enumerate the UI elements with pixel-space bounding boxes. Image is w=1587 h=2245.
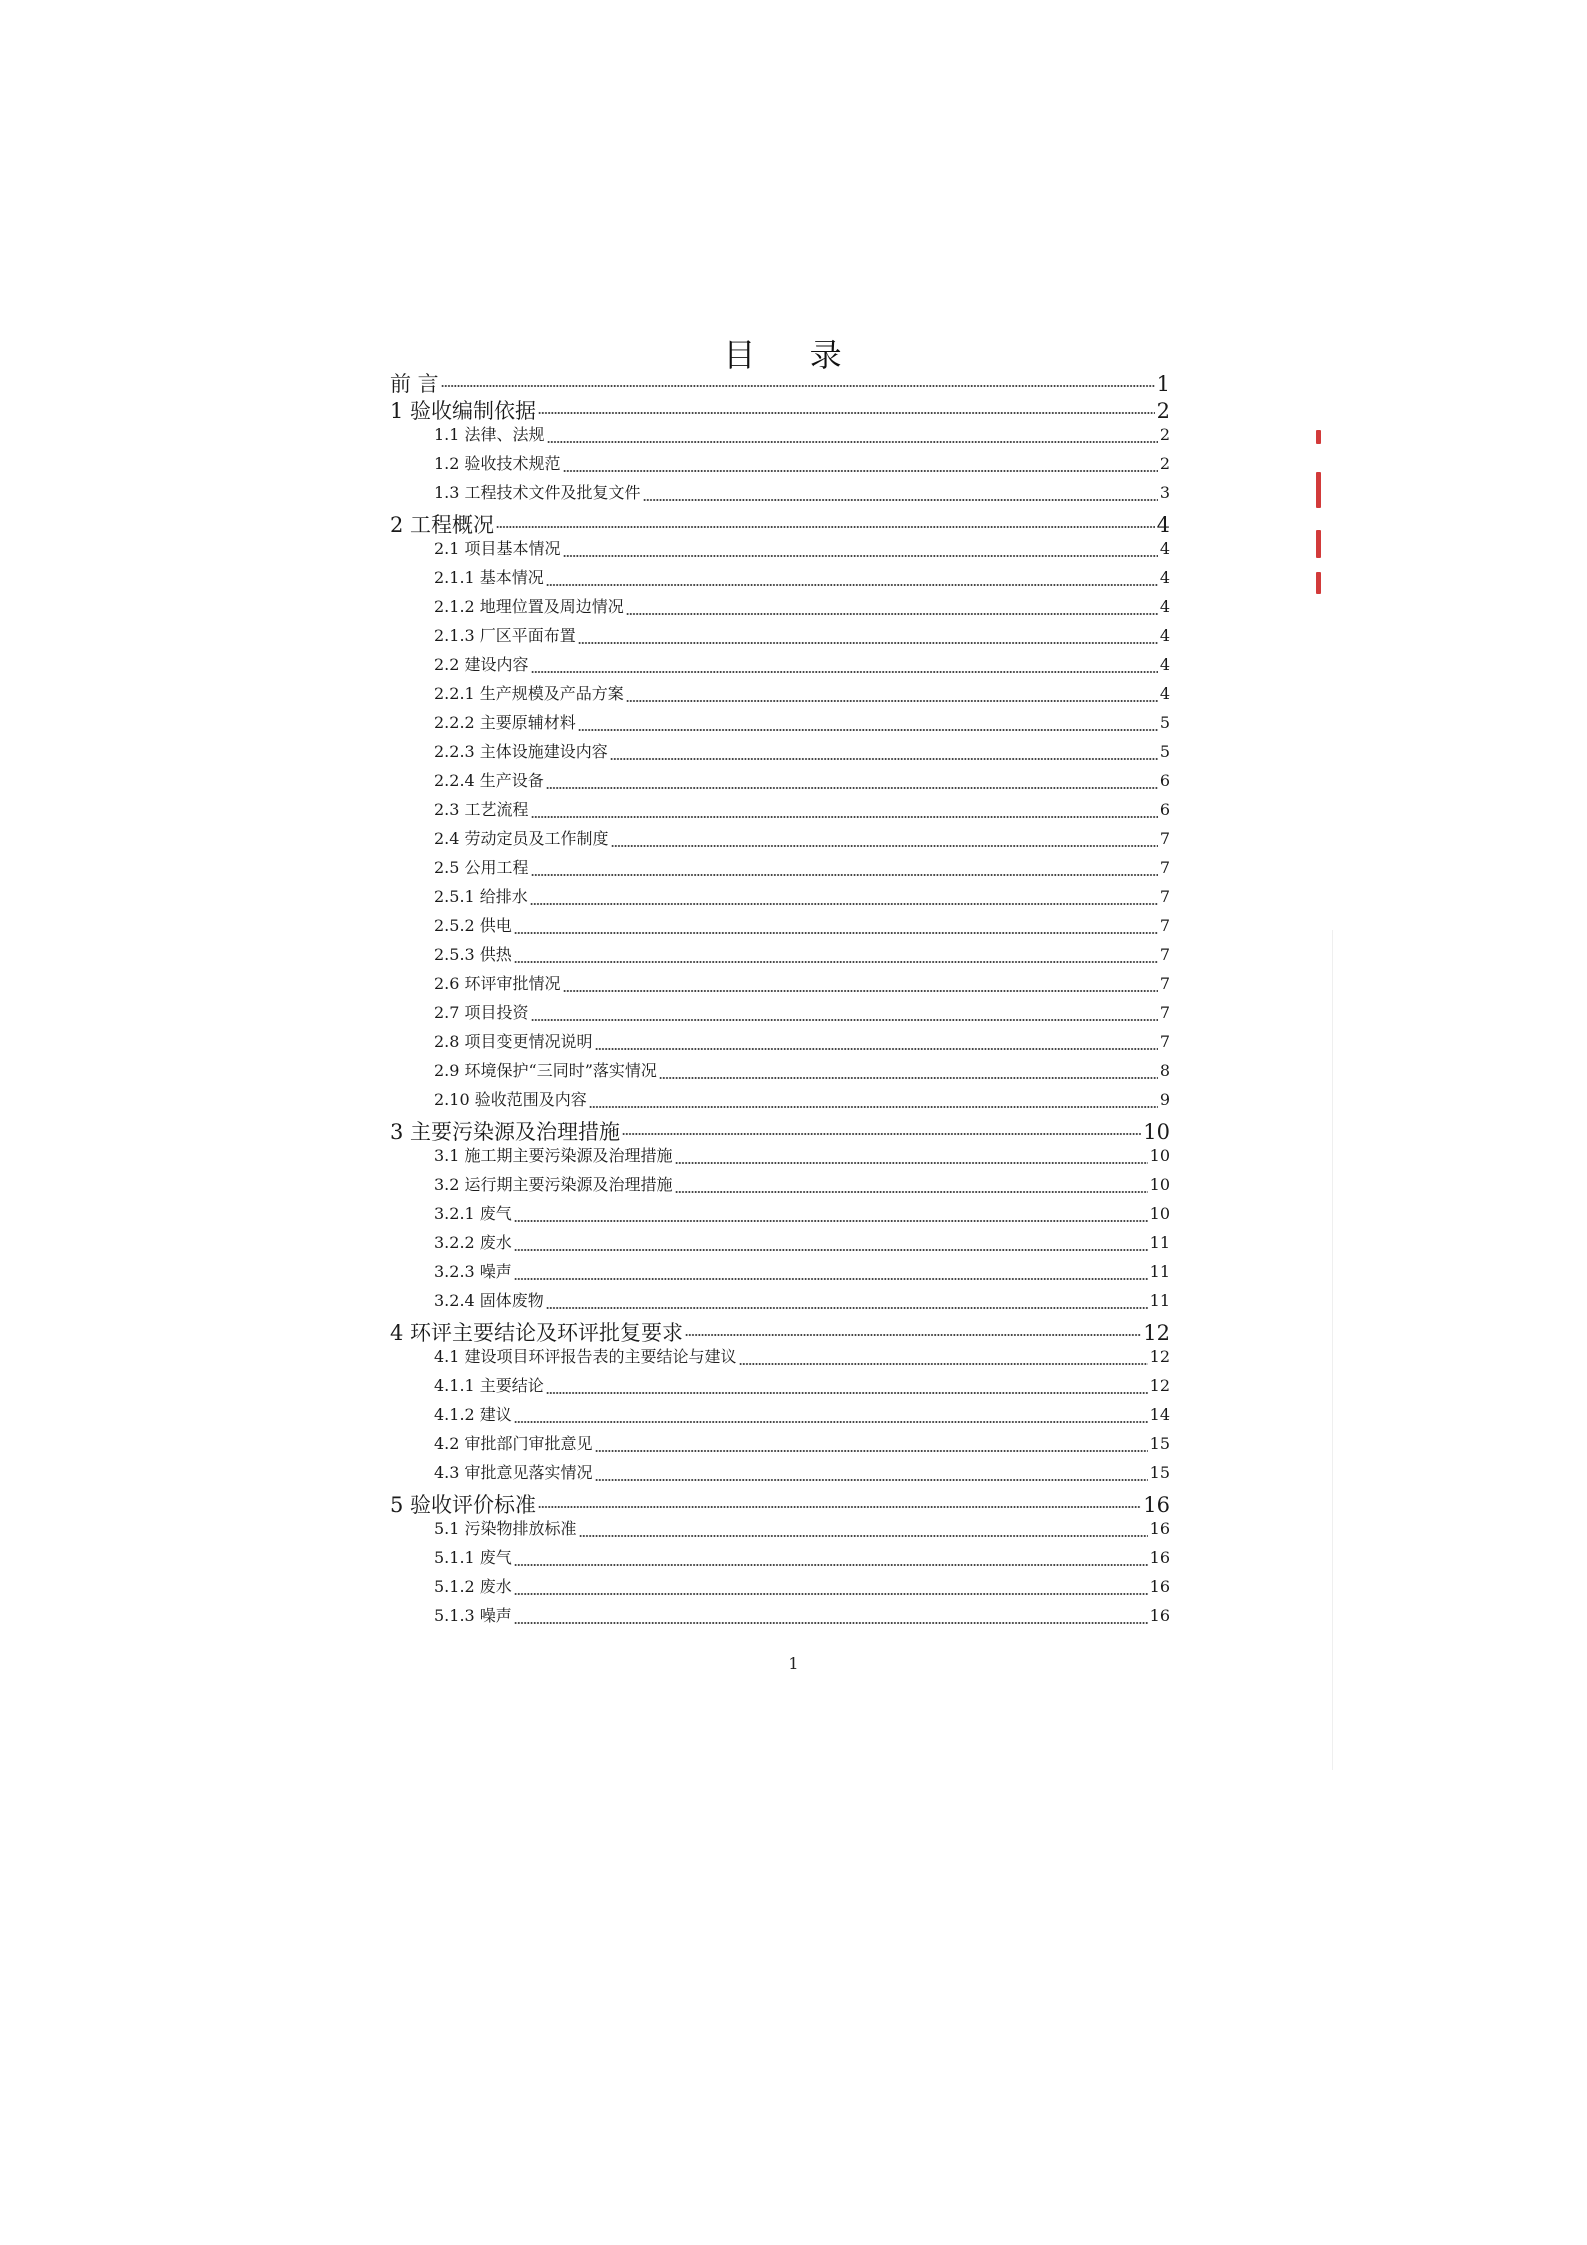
toc-dot-leader [546,1305,1148,1311]
toc-entry-label: 2.5.1 给排水 [434,887,528,906]
toc-dot-leader [675,1160,1148,1166]
toc-dot-leader [514,1247,1148,1253]
toc-entry-label: 5.1.1 废气 [434,1548,512,1567]
toc-entry[interactable] [390,1058,1170,1087]
toc-entry[interactable] [390,1373,1170,1402]
toc-entry-page: 7 [1159,945,1170,964]
toc-dot-leader [531,872,1158,878]
toc-dot-leader [514,1419,1148,1425]
toc-entry-label: 1 验收编制依据 [390,399,537,423]
toc-entry-label: 2.7 项目投资 [434,1003,529,1022]
toc-entry-page: 12 [1143,1321,1170,1345]
toc-entry-page: 2 [1159,454,1170,473]
toc-dot-leader [739,1361,1148,1367]
toc-entry-label: 3.2.2 废水 [434,1233,512,1252]
toc-dot-leader [514,959,1158,965]
toc-entry[interactable] [390,681,1170,710]
toc-dot-leader [610,756,1158,762]
toc-entry-page: 10 [1149,1175,1170,1194]
toc-entry[interactable] [390,422,1170,451]
toc-entry-page: 7 [1159,916,1170,935]
toc-entry-page: 7 [1159,1032,1170,1051]
toc-entry-label: 4.1.2 建议 [434,1405,512,1424]
toc-dot-leader [514,1276,1148,1282]
toc-dot-leader [538,1504,1141,1510]
toc-entry-label: 2.5 公用工程 [434,858,529,877]
toc-entry-page: 2 [1159,425,1170,444]
toc-entry-label: 3.2.4 固体废物 [434,1291,544,1310]
toc-entry-page: 6 [1159,771,1170,790]
toc-entry[interactable] [390,1201,1170,1230]
toc-dot-leader [530,901,1158,907]
toc-entry-page: 8 [1159,1061,1170,1080]
toc-dot-leader [622,1131,1141,1137]
toc-entry-label: 1.2 验收技术规范 [434,454,561,473]
toc-dot-leader [496,524,1155,530]
toc-entry-label: 5.1.2 废水 [434,1577,512,1596]
toc-entry-page: 10 [1149,1204,1170,1223]
toc-entry-label: 2.2.4 生产设备 [434,771,544,790]
toc-entry[interactable] [390,1545,1170,1574]
toc-entry-page: 7 [1159,887,1170,906]
toc-entry-label: 2.2 建设内容 [434,655,529,674]
toc-entry[interactable] [390,594,1170,623]
toc-dot-leader [563,553,1158,559]
toc-entry-page: 2 [1156,399,1170,423]
toc-entry-page: 12 [1149,1347,1170,1366]
toc-entry[interactable] [390,1230,1170,1259]
toc-entry[interactable] [390,1116,1170,1143]
toc-entry-page: 10 [1149,1146,1170,1165]
toc-dot-leader [595,1448,1148,1454]
toc-entry-label: 2.1 项目基本情况 [434,539,561,558]
toc-entry-label: 3 主要污染源及治理措施 [390,1120,621,1144]
toc-dot-leader [589,1104,1158,1110]
toc-entry-label: 3.2 运行期主要污染源及治理措施 [434,1175,673,1194]
scan-edge-line [1332,930,1333,1770]
toc-entry-page: 9 [1159,1090,1170,1109]
toc-entry[interactable] [390,1516,1170,1545]
toc-dot-leader [578,640,1158,646]
toc-entry-page: 4 [1156,513,1170,537]
toc-entry-label: 2.3 工艺流程 [434,800,529,819]
toc-entry[interactable] [390,623,1170,652]
toc-entry[interactable] [390,1460,1170,1489]
toc-entry[interactable] [390,739,1170,768]
toc-dot-leader [626,698,1158,704]
toc-entry-page: 5 [1159,713,1170,732]
toc-entry[interactable] [390,1603,1170,1632]
toc-entry[interactable] [390,395,1170,422]
toc-entry-page: 7 [1159,974,1170,993]
toc-entry[interactable] [390,971,1170,1000]
toc-entry[interactable] [390,768,1170,797]
toc-entry-page: 16 [1149,1577,1170,1596]
toc-dot-leader [546,582,1158,588]
toc-entry-label: 2.1.3 厂区平面布置 [434,626,576,645]
toc-entry[interactable] [390,710,1170,739]
toc-entry[interactable] [390,855,1170,884]
toc-entry-label: 2.2.2 主要原辅材料 [434,713,576,732]
toc-entry-page: 16 [1143,1493,1170,1517]
toc-entry-page: 12 [1149,1376,1170,1395]
toc-entry-page: 11 [1149,1262,1170,1281]
toc-entry-label: 5 验收评价标准 [390,1493,537,1517]
toc-dot-leader [595,1477,1148,1483]
toc-dot-leader [441,383,1155,389]
toc-entry[interactable] [390,451,1170,480]
toc-entry[interactable] [390,1431,1170,1460]
toc-dot-leader [685,1332,1141,1338]
toc-entry-label: 2.1.2 地理位置及周边情况 [434,597,624,616]
toc-entry[interactable] [390,1087,1170,1116]
toc-entry[interactable] [390,565,1170,594]
toc-entry-label: 2.10 验收范围及内容 [434,1090,587,1109]
toc-dot-leader [595,1046,1158,1052]
toc-entry-label: 2.5.2 供电 [434,916,512,935]
toc-entry[interactable] [390,1172,1170,1201]
toc-entry-label: 1.1 法律、法规 [434,425,545,444]
toc-entry-page: 4 [1159,626,1170,645]
toc-entry[interactable] [390,1402,1170,1431]
toc-entry-page: 3 [1159,483,1170,502]
table-of-contents [390,368,1170,1632]
toc-dot-leader [675,1189,1148,1195]
toc-dot-leader [563,988,1158,994]
toc-dot-leader [643,497,1158,503]
toc-entry-page: 10 [1143,1120,1170,1144]
toc-entry-page: 5 [1159,742,1170,761]
toc-entry-page: 1 [1156,372,1170,396]
toc-entry-label: 2.2.3 主体设施建设内容 [434,742,608,761]
toc-entry[interactable] [390,1574,1170,1603]
toc-entry-page: 16 [1149,1606,1170,1625]
toc-entry[interactable] [390,1317,1170,1344]
toc-entry-label: 5.1 污染物排放标准 [434,1519,577,1538]
toc-entry[interactable] [390,942,1170,971]
toc-dot-leader [531,669,1158,675]
toc-entry-label: 3.2.1 废气 [434,1204,512,1223]
toc-entry[interactable] [390,1288,1170,1317]
toc-entry-label: 1.3 工程技术文件及批复文件 [434,483,641,502]
toc-entry[interactable] [390,1000,1170,1029]
toc-entry-page: 16 [1149,1519,1170,1538]
toc-entry[interactable] [390,1259,1170,1288]
toc-entry[interactable] [390,536,1170,565]
toc-entry-label: 4.3 审批意见落实情况 [434,1463,593,1482]
toc-entry[interactable] [390,913,1170,942]
toc-entry-label: 2.9 环境保护“三同时”落实情况 [434,1061,657,1080]
toc-dot-leader [546,1390,1148,1396]
toc-entry-label: 3.1 施工期主要污染源及治理措施 [434,1146,673,1165]
toc-dot-leader [514,930,1158,936]
toc-dot-leader [538,410,1155,416]
toc-dot-leader [659,1075,1158,1081]
toc-entry-label: 4 环评主要结论及环评批复要求 [390,1321,684,1345]
toc-entry[interactable] [390,1344,1170,1373]
toc-entry-page: 4 [1159,597,1170,616]
toc-dot-leader [578,727,1158,733]
toc-entry-page: 4 [1159,568,1170,587]
toc-dot-leader [563,468,1158,474]
toc-entry[interactable] [390,797,1170,826]
toc-entry[interactable] [390,480,1170,509]
toc-entry-label: 4.2 审批部门审批意见 [434,1434,593,1453]
toc-entry[interactable] [390,652,1170,681]
toc-entry-page: 11 [1149,1233,1170,1252]
toc-entry-label: 2.5.3 供热 [434,945,512,964]
toc-entry-label: 2.1.1 基本情况 [434,568,544,587]
toc-dot-leader [611,843,1158,849]
toc-entry-page: 7 [1159,858,1170,877]
toc-dot-leader [531,814,1158,820]
toc-entry-label: 2.6 环评审批情况 [434,974,561,993]
toc-entry-label: 4.1.1 主要结论 [434,1376,544,1395]
toc-entry-label: 2.2.1 生产规模及产品方案 [434,684,624,703]
binding-edge-marks [1316,420,1330,600]
toc-entry[interactable] [390,826,1170,855]
toc-entry-page: 15 [1149,1463,1170,1482]
toc-entry-label: 前 言 [390,372,439,396]
toc-entry-page: 4 [1159,539,1170,558]
toc-dot-leader [626,611,1158,617]
toc-entry-label: 4.1 建设项目环评报告表的主要结论与建议 [434,1347,737,1366]
toc-entry[interactable] [390,1029,1170,1058]
toc-entry-page: 4 [1159,655,1170,674]
toc-entry-page: 7 [1159,829,1170,848]
toc-entry-label: 3.2.3 噪声 [434,1262,512,1281]
toc-entry[interactable] [390,368,1170,395]
toc-dot-leader [547,439,1158,445]
toc-entry-page: 14 [1149,1405,1170,1424]
toc-entry-page: 6 [1159,800,1170,819]
toc-entry-label: 2.8 项目变更情况说明 [434,1032,593,1051]
toc-entry-page: 16 [1149,1548,1170,1567]
toc-entry-page: 11 [1149,1291,1170,1310]
toc-entry-label: 2.4 劳动定员及工作制度 [434,829,609,848]
toc-entry[interactable] [390,1489,1170,1516]
toc-dot-leader [579,1533,1148,1539]
toc-entry-page: 7 [1159,1003,1170,1022]
toc-entry-label: 5.1.3 噪声 [434,1606,512,1625]
toc-title: 目 录 [723,336,864,374]
toc-entry-page: 4 [1159,684,1170,703]
toc-dot-leader [514,1620,1148,1626]
toc-entry[interactable] [390,884,1170,913]
toc-dot-leader [531,1017,1158,1023]
page-number: 1 [788,1654,799,1673]
toc-dot-leader [514,1562,1148,1568]
toc-dot-leader [546,785,1158,791]
toc-entry-label: 2 工程概况 [390,513,495,537]
toc-entry-page: 15 [1149,1434,1170,1453]
toc-entry[interactable] [390,1143,1170,1172]
toc-entry[interactable] [390,509,1170,536]
toc-dot-leader [514,1218,1148,1224]
toc-dot-leader [514,1591,1148,1597]
